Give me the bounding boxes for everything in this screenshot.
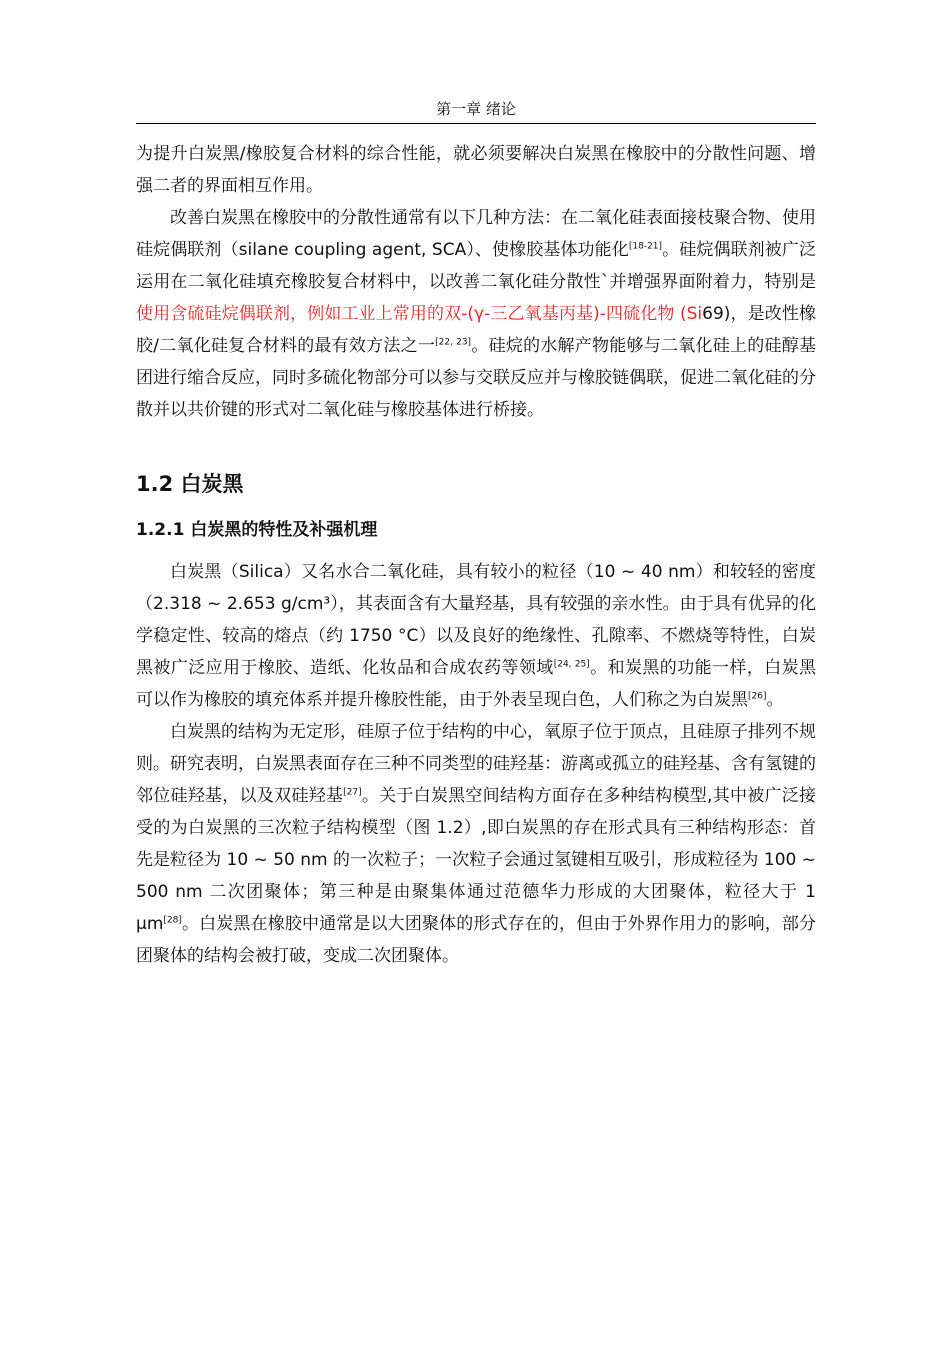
paragraph-2 [136,202,816,426]
citation-27[interactable]: [27] [343,787,362,798]
citation-26[interactable]: [26] [748,691,767,702]
running-header: 第一章 绪论 [436,100,516,118]
p2-text-4: 。硅烷的水解产物能够与二氧化硅上的硅醇基团进行缩合反应，同时多硫化物部分可以参与交联反应并与橡胶链偶联，促进二氧化硅的分散并以共价键的形式对二氧化硅与橡胶基体进行桥接。 [136,336,817,420]
p2-highlighted-text: 使用含硫硅烷偶联剂，例如工业上常用的双-(γ-三乙氧基丙基)-四硫化物 (Si [136,304,703,324]
citation-18-21[interactable]: [18-21] [628,241,663,252]
p2-text-3: 69)，是改性橡胶/二氧化硅复合材料的最有效方法之一 [136,304,817,356]
citation-24-25[interactable]: [24, 25] [553,659,590,670]
p4-text-2: 。关于白炭黑空间结构方面存在多种结构模型,其中被广泛接受的为白炭黑的三次粒子结构模型（图 1.2）,即白炭黑的存在形式具有三种结构形态：首先是粒径为 10 ~ 50 nm 的一次粒子；一次粒子会通过氢键相互吸引，形成粒径为 100 ~ 500 nm 二次团聚体；第三种是由聚集体通过范德华力形成的大团聚体，粒径大于 1 μm [136,786,817,934]
p4-text-1: 白炭黑的结构为无定形，硅原子位于结构的中心，氧原子位于顶点，且硅原子排列不规则。研究表明，白炭黑表面存在三种不同类型的硅羟基：游离或孤立的硅羟基、含有氢键的邻位硅羟基，以及双硅羟基 [136,722,816,806]
paragraph-4 [136,716,816,972]
header-rule [136,123,816,124]
page-body [136,138,816,972]
paragraph-3 [136,556,816,716]
p4-text-3: 。白炭黑在橡胶中通常是以大团聚体的形式存在的，但由于外界作用力的影响，部分团聚体的结构会被打破，变成二次团聚体。 [136,914,816,966]
citation-22-23[interactable]: [22, 23] [435,337,472,348]
citation-28[interactable]: [28] [163,915,182,926]
paragraph-1: 为提升白炭黑/橡胶复合材料的综合性能，就必须要解决白炭黑在橡胶中的分散性问题、增强二者的界面相互作用。 [136,144,816,196]
p2-text-2: 。硅烷偶联剂被广泛运用在二氧化硅填充橡胶复合材料中，以改善二氧化硅分散性`并增强界面附着力，特别是 [136,240,816,292]
subsection-heading: 1.2.1 白炭黑的特性及补强机理 [136,520,378,540]
p3-text-1: 白炭黑（Silica）又名水合二氧化硅，具有较小的粒径（10 ~ 40 nm）和较轻的密度（2.318 ~ 2.653 g/cm³），其表面含有大量羟基，具有较强的亲水性。由于具有优异的化学稳定性、较高的熔点（约 1750 °C）以及良好的绝缘性、孔隙率、不燃烧等特性，白炭黑被广泛应用于橡胶、造纸、化妆品和合成农药等领域 [136,562,816,678]
p3-text-3: 。 [766,690,784,710]
p2-text-1: 改善白炭黑在橡胶中的分散性通常有以下几种方法：在二氧化硅表面接枝聚合物、使用硅烷偶联剂（silane coupling agent, SCA）、使橡胶基体功能化 [136,208,816,260]
section-heading: 1.2 白炭黑 [136,472,244,496]
p3-text-2: 。和炭黑的功能一样，白炭黑可以作为橡胶的填充体系并提升橡胶性能，由于外表呈现白色，人们称之为白炭黑 [136,658,817,710]
